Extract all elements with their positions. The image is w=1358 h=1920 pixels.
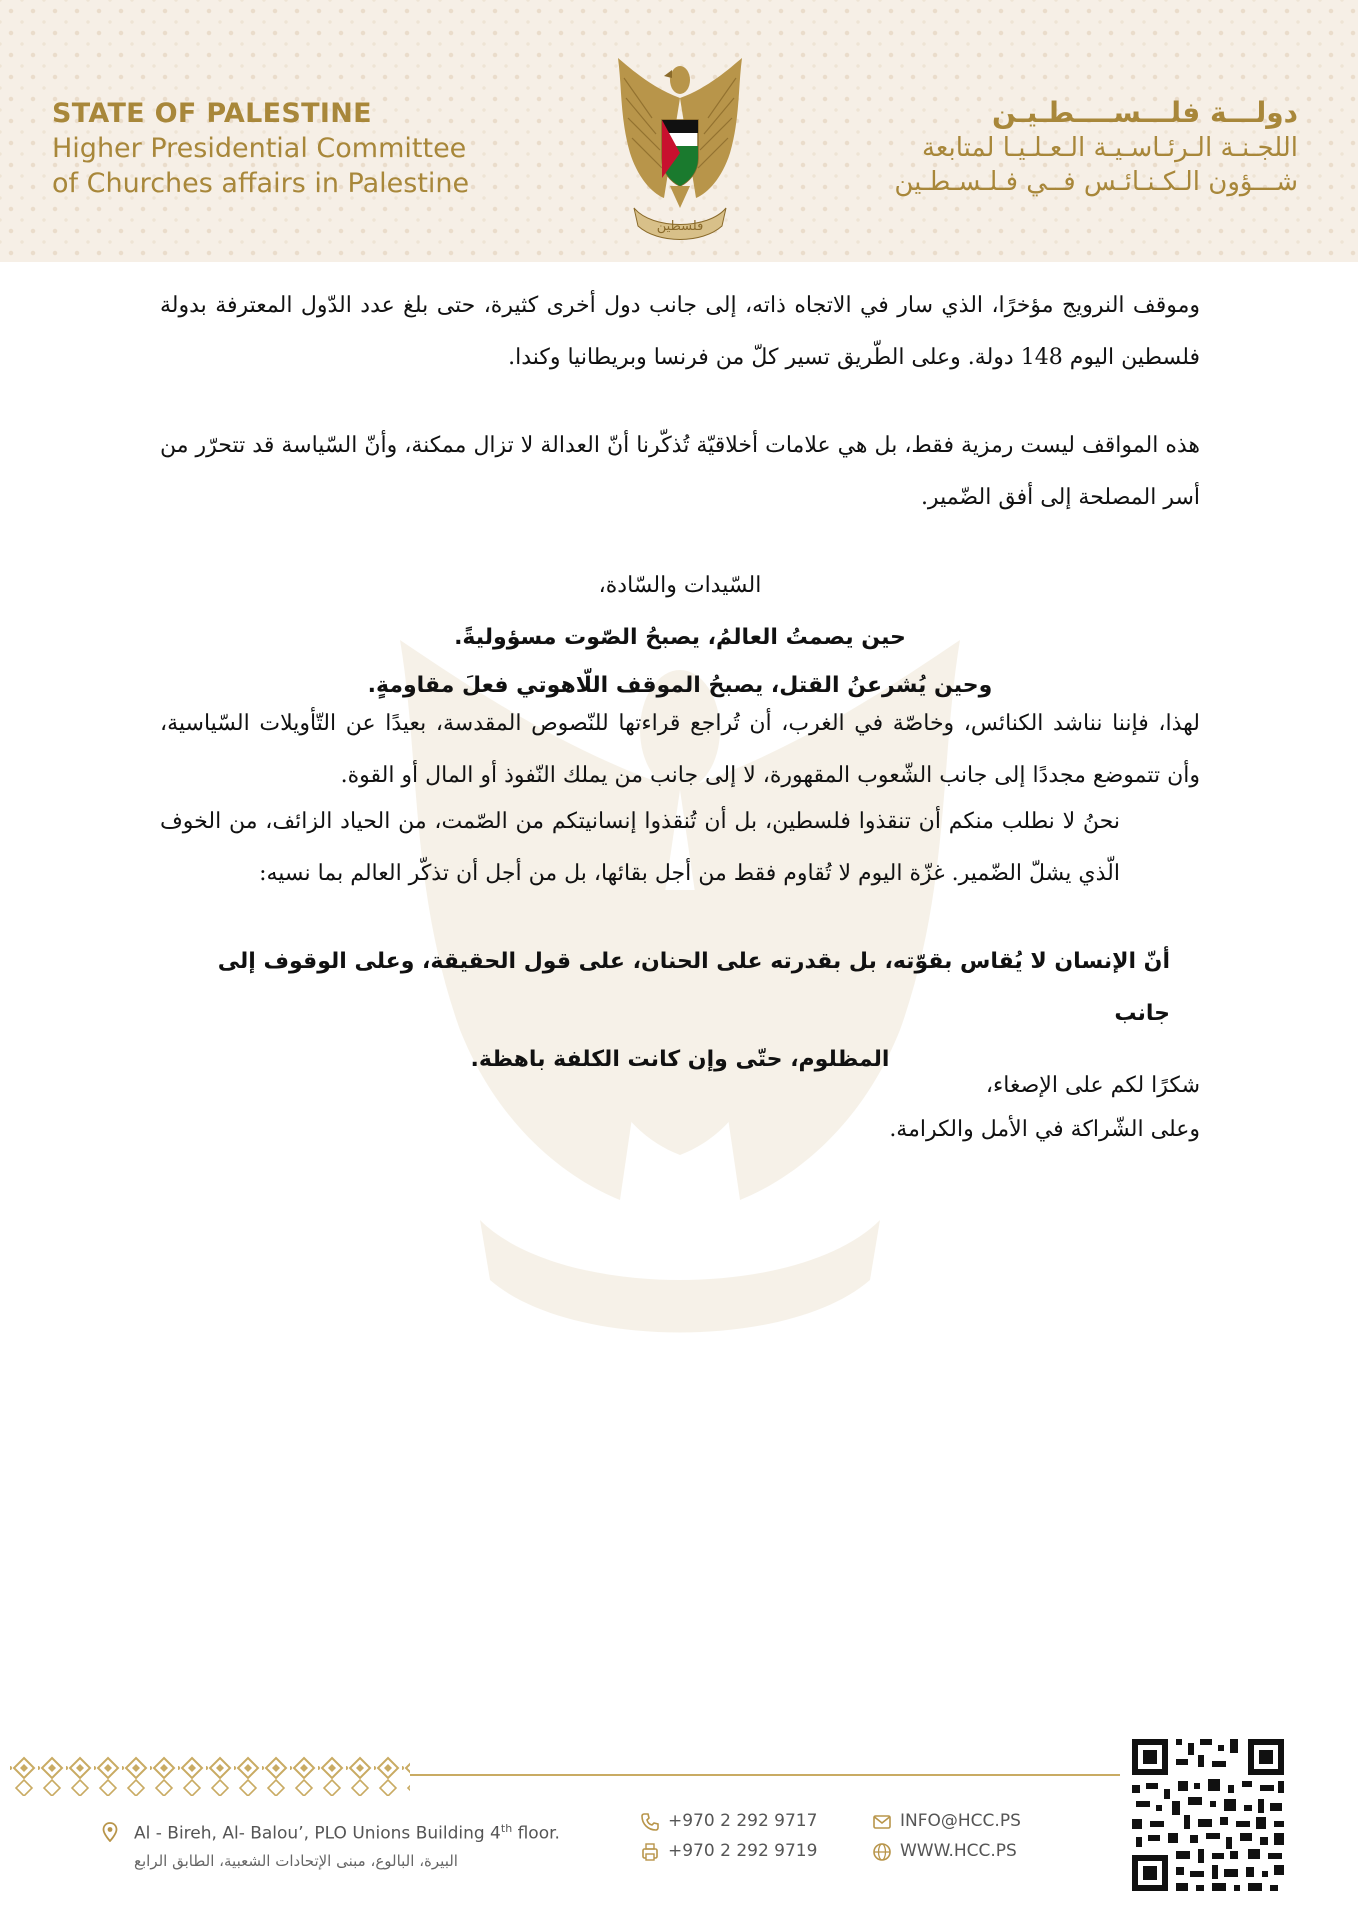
footer-phone[interactable]: +970 2 292 9717 — [668, 1811, 818, 1831]
paragraph-moral-signs: هذه المواقف ليست رمزية فقط، بل هي علامات أخلاقيّة تُذكّرنا أنّ العدالة لا تزال ممكنة، وأنّ السّياسة قد تتحرّر من أسر المصلحة إلى أفق الضّمير. — [160, 433, 1200, 510]
bold-statement-3-line-2: المظلوم، حتّى وإن كانت الكلفة باهظة. — [470, 1047, 890, 1072]
footer-address-ar: البيرة، البالوع، مبنى الإتحادات الشعبية، الطابق الرابع — [134, 1852, 458, 1870]
thanks-line-1: شكرًا لكم على الإصغاء، — [985, 1073, 1200, 1098]
footer-email[interactable]: INFO@HCC.PS — [900, 1811, 1021, 1831]
embroidery-pattern-icon — [10, 1754, 410, 1796]
header-english-block — [52, 98, 469, 199]
header-ar-title: دولـــة فلـــســــطـيـن — [991, 96, 1298, 129]
header-ar-line-2: شـــؤون الـكـنـائـس فــي فـلـسـطـين — [894, 167, 1298, 197]
footer-fax[interactable]: +970 2 292 9719 — [668, 1841, 818, 1861]
footer-address-superscript: th — [500, 1822, 513, 1835]
eagle-emblem-icon — [612, 58, 748, 244]
letter-body — [160, 280, 1200, 1152]
bold-statement-2: وحين يُشرعنُ القتل، يصبحُ الموقف اللّاهوتي فعلَ مقاومةٍ. — [367, 673, 993, 698]
header-ar-line-1: اللجـنـة الـرئـاسـيـة الـعـلـيـا لمتابعة — [921, 133, 1298, 163]
globe-icon — [872, 1842, 892, 1862]
bold-statement-3-line-1: أنّ الإنسان لا يُقاس بقوّته، بل بقدرته على الحنان، على قول الحقيقة، وعلى الوقوف إلى جانب — [217, 949, 1170, 1026]
phone-icon — [640, 1812, 660, 1832]
footer-address-end: floor. — [512, 1823, 560, 1844]
header-en-line-1: Higher Presidential Committee — [52, 133, 467, 164]
paragraph-appeal-churches: لهذا، فإننا نناشد الكنائس، وخاصّة في الغرب، أن تُراجع قراءتها للنّصوص المقدسة، بعيدًا عن التّأويلات السّياسية، وأن تتموضع مجددًا إلى جانب الشّعوب المقهورة، لا إلى جانب من يملك النّفوذ أو المال أو القوة. — [160, 711, 1201, 788]
email-icon — [872, 1812, 892, 1832]
footer-divider — [410, 1774, 1120, 1776]
location-pin-icon — [100, 1822, 120, 1842]
footer-website[interactable]: WWW.HCC.PS — [900, 1841, 1017, 1861]
header-arabic-block — [894, 96, 1298, 197]
thanks-line-2: وعلى الشّراكة في الأمل والكرامة. — [889, 1117, 1200, 1142]
emblem-scroll-text: فلسطين — [656, 219, 704, 234]
footer-address-en — [134, 1822, 560, 1844]
footer-address-main: Al - Bireh, Al- Balou’, PLO Unions Building 4 — [134, 1823, 501, 1844]
bold-statement-1: حين يصمتُ العالمُ، يصبحُ الصّوت مسؤوليةً. — [454, 625, 906, 650]
paragraph-norway: وموقف النرويج مؤخرًا، الذي سار في الاتجاه ذاته، إلى جانب دول أخرى كثيرة، حتى بلغ عدد الدّول المعترفة بدولة فلسطين اليوم 148 دولة. وعلى الطّريق تسير كلّ من فرنسا وبريطانيا وكندا. — [160, 293, 1200, 370]
header-en-line-2: of Churches affairs in Palestine — [52, 168, 470, 199]
fax-icon — [640, 1842, 660, 1862]
header-en-title: STATE OF PALESTINE — [52, 98, 372, 129]
qr-code-icon[interactable] — [1128, 1735, 1288, 1895]
salutation: السّيدات والسّادة، — [598, 573, 762, 598]
paragraph-save-humanity: نحنُ لا نطلب منكم أن تنقذوا فلسطين، بل أن تُنقذوا إنسانيتكم من الصّمت، من الحياد الزائف، من الخوف الّذي يشلّ الضّمير. غزّة اليوم لا تُقاوم فقط من أجل بقائها، بل من أجل أن تذكّر العالم بما نسيه: — [160, 809, 1120, 886]
